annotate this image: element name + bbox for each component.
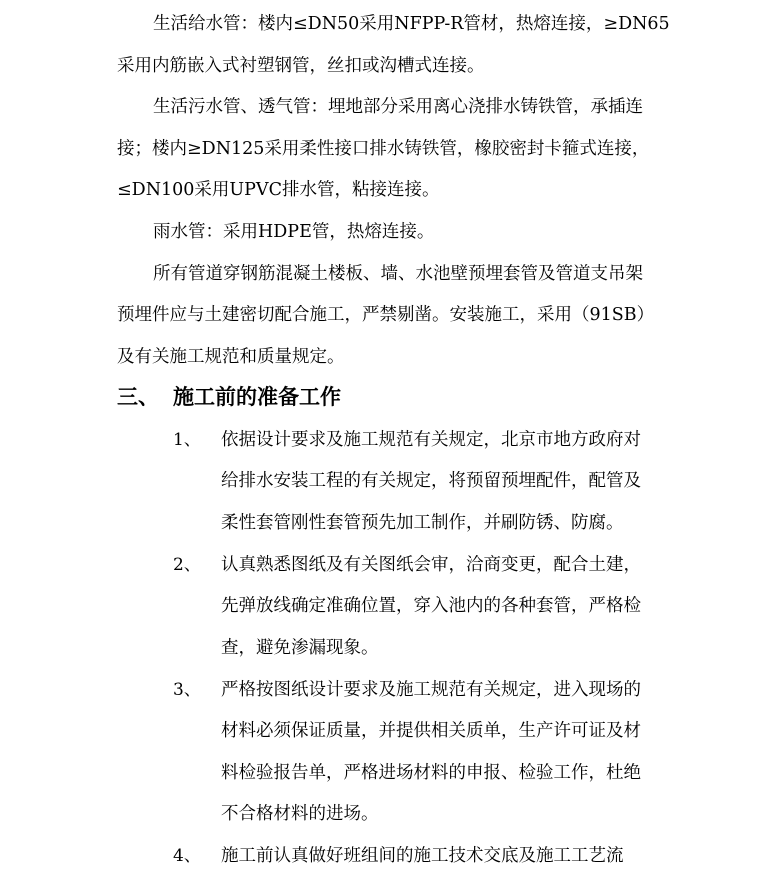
list-item-number: 1、 [173, 430, 201, 450]
text-line: 生活给水管：楼内≤DN50采用NFPP-R管材，热熔连接，≥DN65 [153, 14, 670, 34]
text-line: 认真熟悉图纸及有关图纸会审，洽商变更，配合土建， [221, 555, 641, 575]
text-line: 严格按图纸设计要求及施工规范有关规定，进入现场的 [221, 680, 641, 700]
section-number: 三、 [117, 384, 159, 409]
list-item-number: 2、 [173, 555, 201, 575]
text-line: 预埋件应与土建密切配合施工，严禁剔凿。安装施工，采用（91SB） [117, 305, 655, 325]
list-item-number: 3、 [173, 680, 201, 700]
list-item-number: 4、 [173, 846, 201, 866]
text-line: 采用内筋嵌入式衬塑钢管，丝扣或沟槽式连接。 [117, 56, 485, 76]
text-line: 依据设计要求及施工规范有关规定，北京市地方政府对 [221, 430, 641, 450]
section-title: 施工前的准备工作 [173, 384, 341, 409]
text-line: 接；楼内≥DN125采用柔性接口排水铸铁管，橡胶密封卡箍式连接， [117, 139, 650, 159]
text-line: 生活污水管、透气管：埋地部分采用离心浇排水铸铁管，承插连 [153, 97, 643, 117]
text-line: 柔性套管刚性套管预先加工制作，并刷防锈、防腐。 [221, 513, 624, 533]
text-line: ≤DN100采用UPVC排水管，粘接连接。 [117, 180, 440, 200]
text-line: 所有管道穿钢筋混凝土楼板、墙、水池壁预埋套管及管道支吊架 [153, 264, 643, 284]
text-line: 及有关施工规范和质量规定。 [117, 347, 345, 367]
text-line: 雨水管：采用HDPE管，热熔连接。 [153, 222, 435, 242]
text-line: 先弹放线确定准确位置，穿入池内的各种套管，严格检 [221, 596, 641, 616]
text-line: 查，避免渗漏现象。 [221, 638, 379, 658]
text-line: 不合格材料的进场。 [221, 804, 379, 824]
text-line: 材料必须保证质量，并提供相关质单，生产许可证及材 [221, 721, 641, 741]
text-line: 施工前认真做好班组间的施工技术交底及施工工艺流 [221, 846, 624, 866]
text-line: 给排水安装工程的有关规定，将预留预埋配件，配管及 [221, 471, 641, 491]
text-line: 料检验报告单，严格进场材料的申报、检验工作，杜绝 [221, 763, 641, 783]
